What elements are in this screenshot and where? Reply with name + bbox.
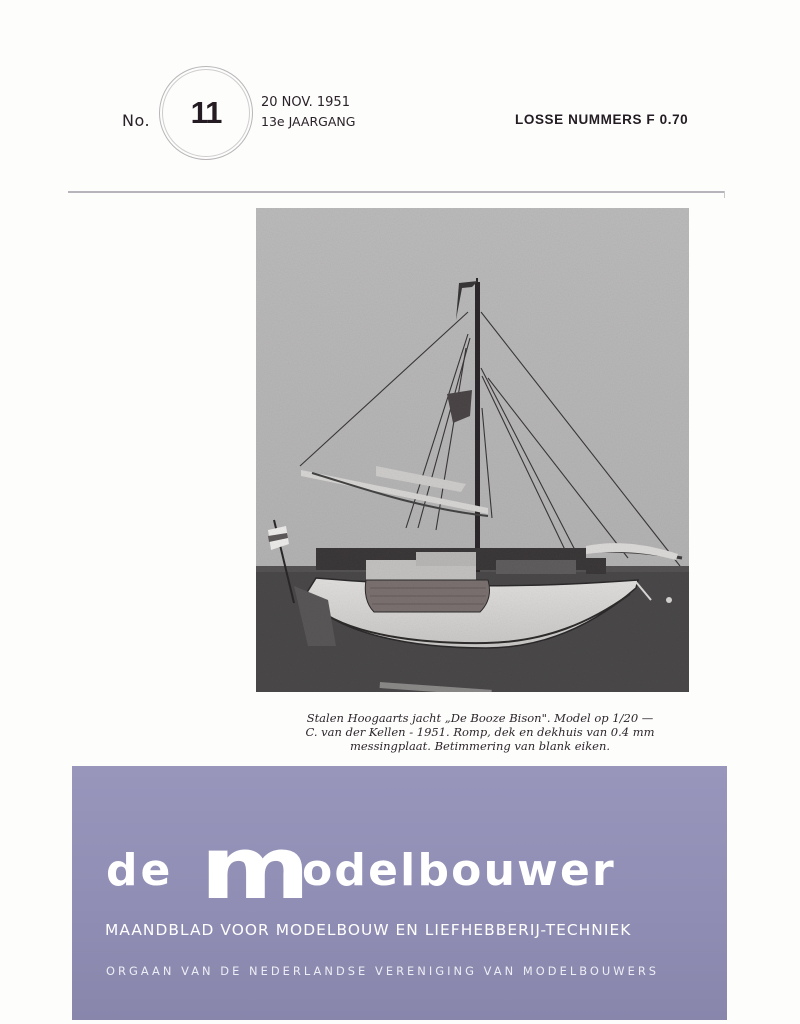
caption-line-1: Stalen Hoogaarts jacht „De Booze Bison". Model op 1/20 — [306,711,654,725]
issue-number-label: No. [122,111,151,130]
single-issue-price: LOSSE NUMMERS F 0.70 [515,112,689,127]
caption-line-3: messingplaat. Betimmering van blank eiken. [349,739,611,753]
header-divider-tick [724,191,725,198]
title-rest: odelbouwer [302,845,616,896]
caption-line-2: C. van der Kellen - 1951. Romp, dek en dekhuis van 0.4 mm [305,725,655,739]
magazine-subtitle: MAANDBLAD VOOR MODELBOUW EN LIEFHEBBERIJ-TECHNIEK [105,921,632,939]
magazine-title [72,817,727,919]
title-initial: m [200,817,309,919]
header-divider [68,191,725,193]
cover-photo [256,208,689,692]
photo-caption [270,711,690,753]
sailing-yacht-model-image [256,208,689,692]
issue-number: 11 [190,95,222,130]
issue-volume: 13e JAARGANG [261,114,356,129]
title-prefix: de [106,845,174,896]
publisher-organization: ORGAAN VAN DE NEDERLANDSE VERENIGING VAN MODELBOUWERS [106,964,660,978]
issue-date: 20 NOV. 1951 [261,95,350,110]
